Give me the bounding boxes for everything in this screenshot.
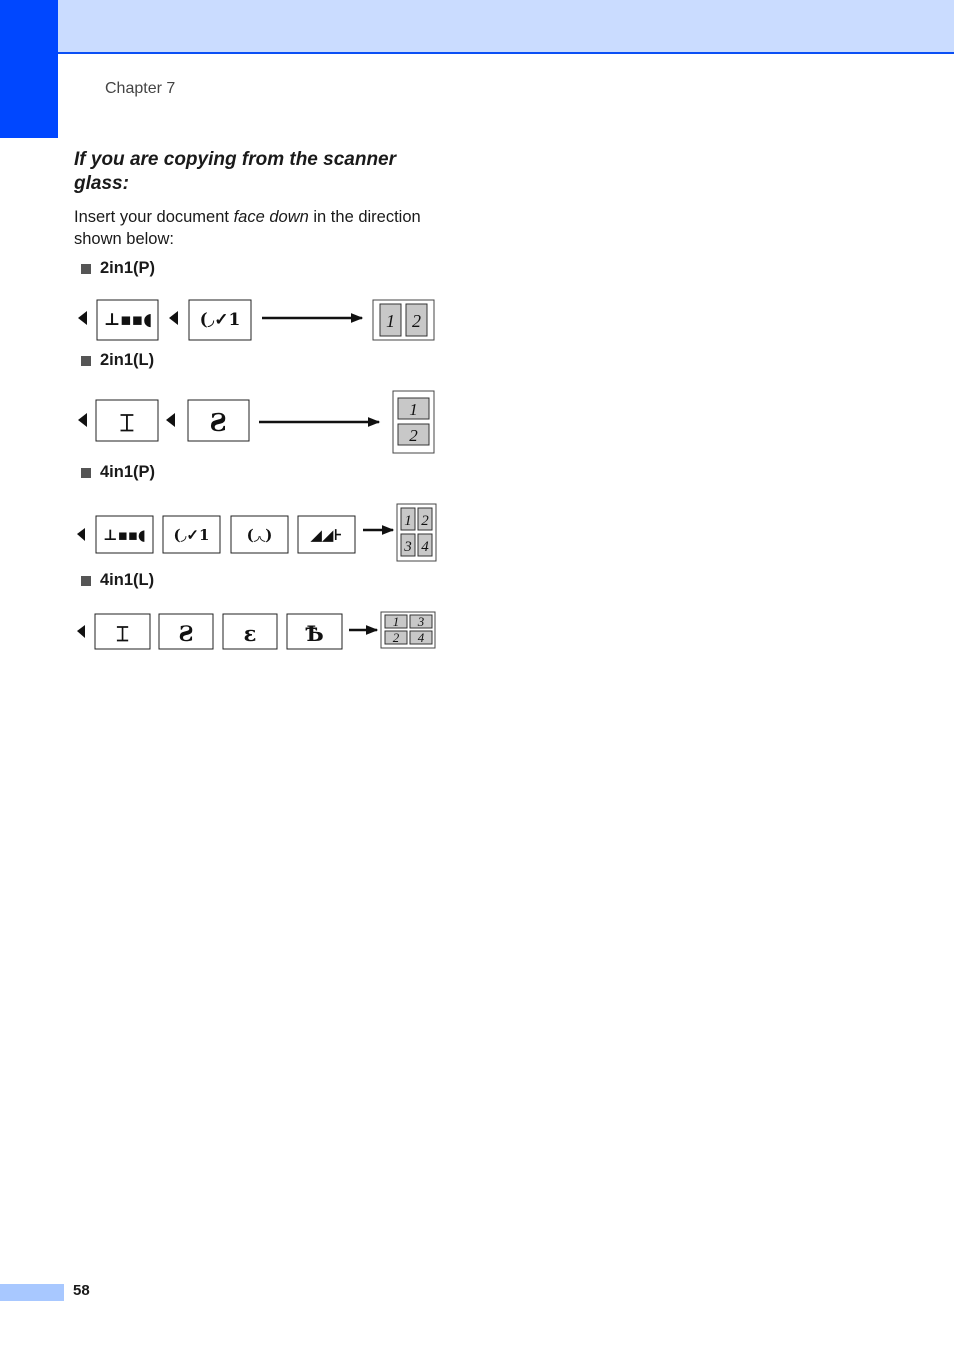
diagram-4in1-l: [77, 612, 435, 649]
result-page: [393, 391, 434, 453]
document-glyph: (◞✓1: [173, 526, 210, 544]
result-page: [381, 612, 435, 648]
diagram-4in1-p: [77, 504, 436, 561]
page-number-label: 4: [421, 539, 429, 555]
document-glyph: ɛ: [243, 621, 257, 646]
document-glyph: Ƨ: [209, 408, 227, 437]
intro-text-after: in the direction shown below:: [74, 208, 421, 248]
triangle-left-icon: [77, 528, 85, 541]
page-number-label: 2: [421, 513, 429, 529]
bullet-label: 2in1(L): [100, 351, 155, 369]
document-glyph: ⊥▪▪◖: [103, 526, 146, 544]
intro-text-before: Insert your document: [74, 208, 234, 226]
bullet-label: 4in1(L): [100, 571, 155, 589]
page-number-label: 4: [417, 630, 425, 645]
document-glyph: (◞◟): [246, 526, 273, 544]
page-number-label: 2: [412, 311, 421, 331]
triangle-left-icon: [166, 413, 175, 427]
diagram-2in1-l: [78, 391, 434, 453]
page-number-label: 1: [404, 513, 412, 529]
footer-band: [0, 1284, 64, 1301]
result-page: [373, 300, 434, 340]
page-number: 58: [73, 1282, 90, 1299]
page-number-label: 3: [417, 614, 425, 629]
result-page: [397, 504, 436, 561]
triangle-left-icon: [78, 311, 87, 325]
chapter-label: Chapter 7: [105, 80, 176, 97]
bullet-label: 2in1(P): [100, 259, 156, 277]
diagram-2in1-p: [78, 300, 434, 340]
intro-emphasis: face down: [233, 208, 309, 226]
page-number-label: 2: [409, 426, 418, 445]
document-glyph: ⌶: [116, 621, 129, 646]
page-number-label: 1: [386, 311, 395, 331]
document-glyph: ⊥▪▪◖: [103, 310, 153, 330]
section-heading: If you are copying from the scanner glass:: [74, 149, 397, 194]
document-glyph: ⌶: [119, 408, 135, 437]
bullet-label: 4in1(P): [100, 463, 156, 481]
document-glyph: Ƨ: [178, 621, 194, 646]
page-number-label: 3: [404, 539, 412, 555]
page-number-label: 2: [392, 630, 400, 645]
document-glyph: ◢◢⊦: [310, 526, 343, 544]
triangle-left-icon: [77, 625, 85, 638]
triangle-left-icon: [78, 413, 87, 427]
triangle-left-icon: [169, 311, 178, 325]
page-number-label: 1: [409, 400, 418, 419]
page-number-label: 1: [392, 614, 400, 629]
document-glyph: Ѣ: [305, 621, 324, 646]
document-glyph: (◞✓1: [199, 310, 241, 330]
